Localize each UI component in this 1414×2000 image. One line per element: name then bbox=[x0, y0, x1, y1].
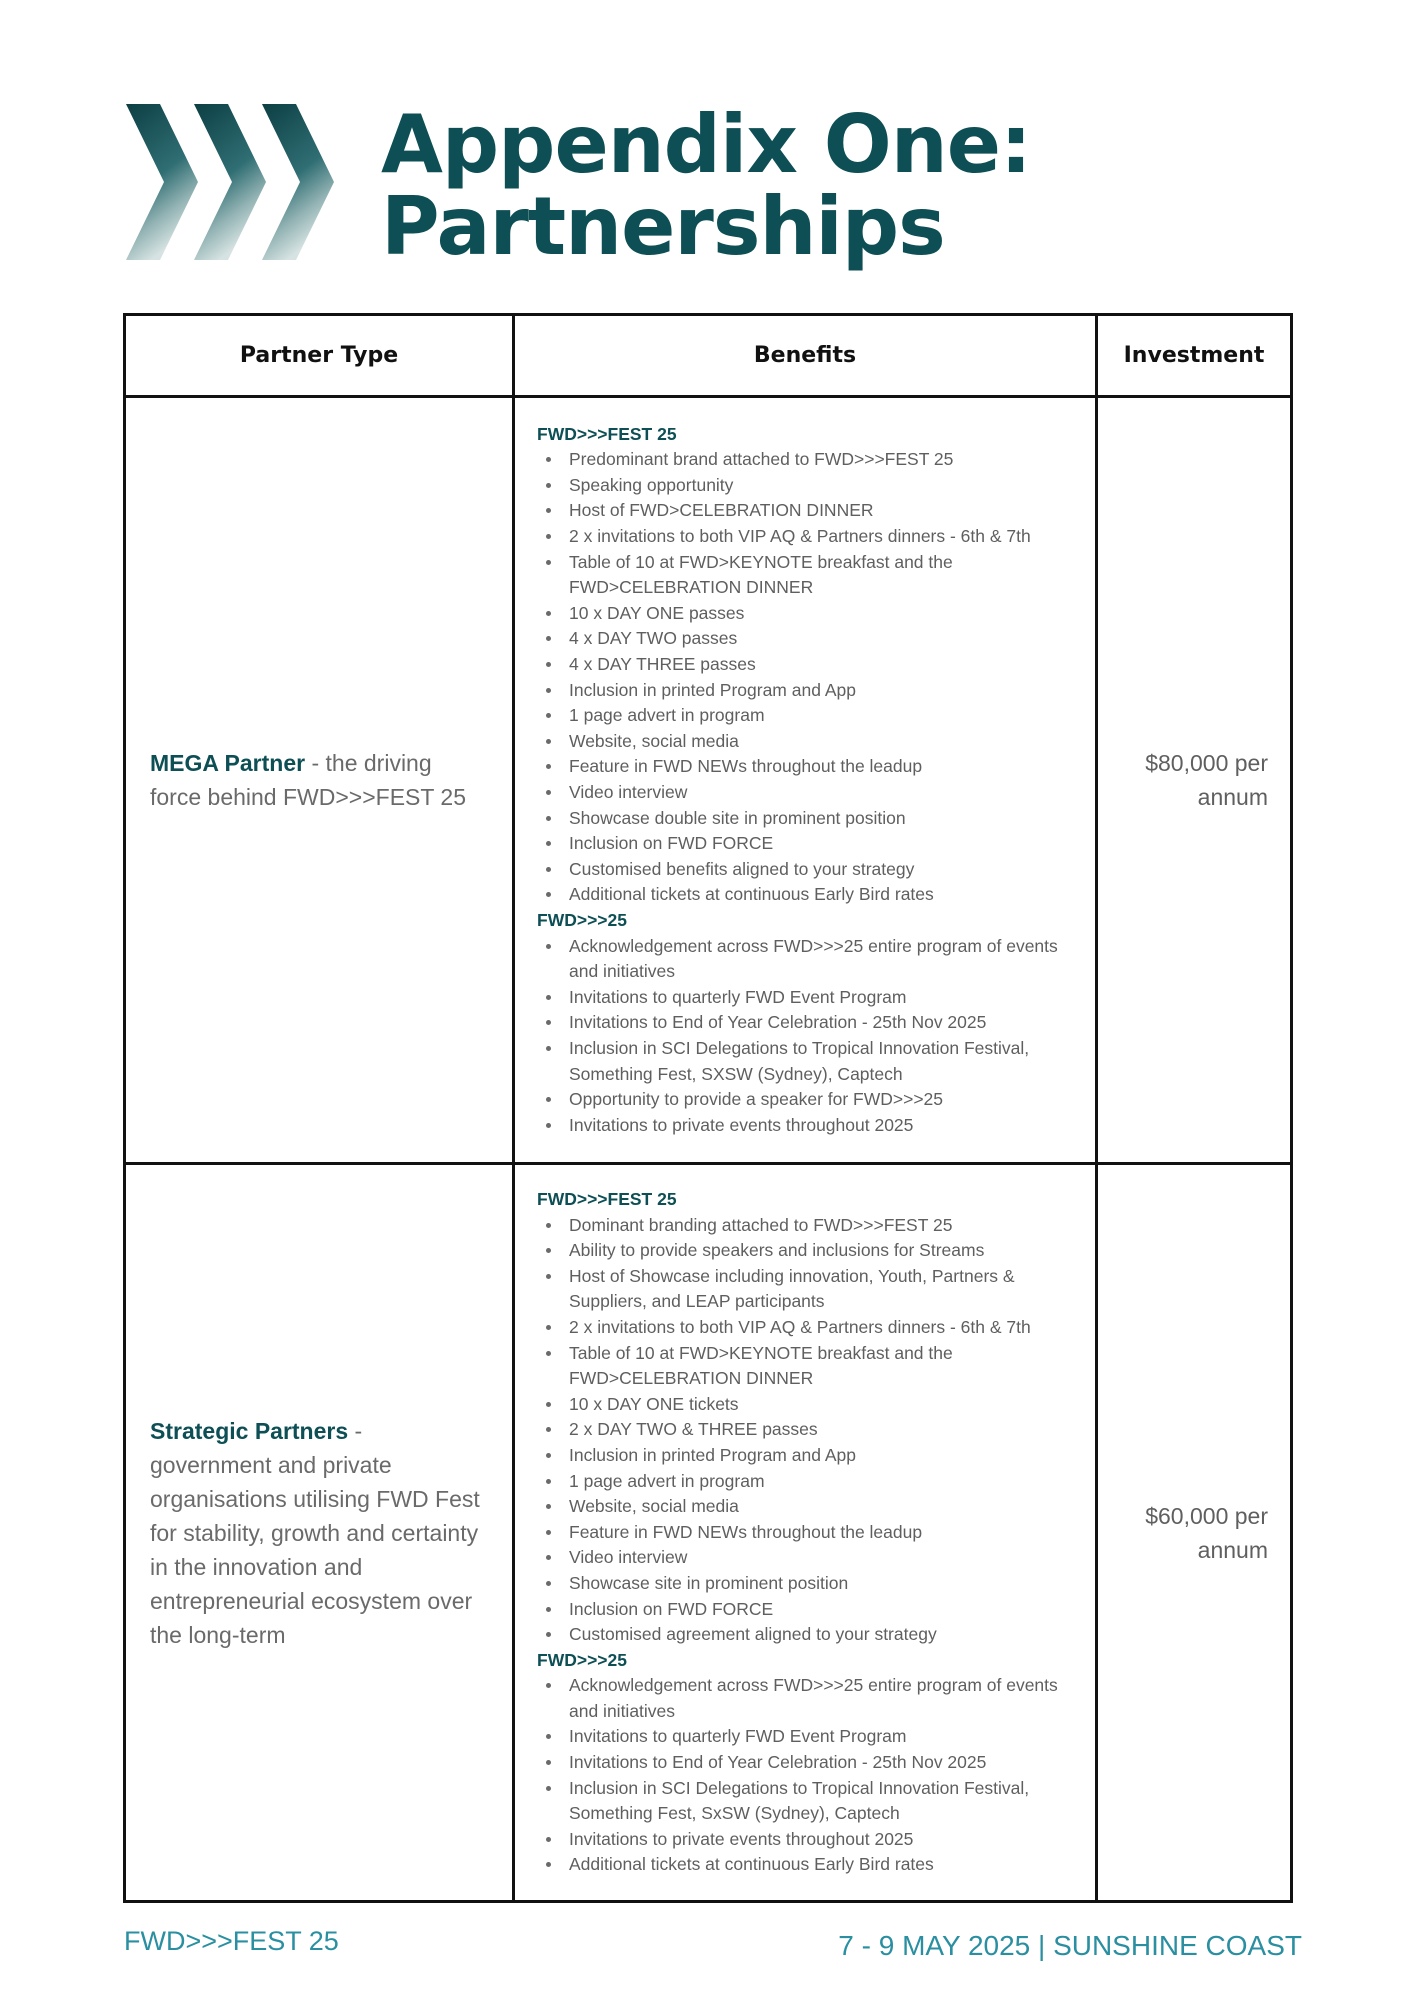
benefits-cell bbox=[514, 397, 1097, 1164]
benefits-section-heading: FWD>>>FEST 25 bbox=[537, 423, 677, 444]
benefit-item: 1 page advert in program bbox=[569, 1469, 1071, 1495]
benefits-list bbox=[537, 447, 1071, 908]
benefit-item: 4 x DAY TWO passes bbox=[569, 626, 1071, 652]
benefit-item: Video interview bbox=[569, 1545, 1071, 1571]
benefit-item: Customised agreement aligned to your strategy bbox=[569, 1622, 1071, 1648]
table-body bbox=[125, 397, 1292, 1902]
partnerships-table bbox=[123, 313, 1293, 1903]
table-header-row bbox=[125, 315, 1292, 397]
page-title-line2: Partnerships bbox=[381, 180, 945, 273]
benefit-item: 2 x invitations to both VIP AQ & Partners dinners - 6th & 7th bbox=[569, 524, 1071, 550]
benefit-item: Showcase double site in prominent position bbox=[569, 806, 1071, 832]
header-investment: Investment bbox=[1097, 315, 1292, 397]
page-title bbox=[381, 98, 1032, 273]
table-row bbox=[125, 397, 1292, 1164]
benefit-item: Ability to provide speakers and inclusions for Streams bbox=[569, 1238, 1071, 1264]
benefits-cell bbox=[514, 1164, 1097, 1902]
benefit-item: Invitations to End of Year Celebration - 25th Nov 2025 bbox=[569, 1010, 1071, 1036]
benefit-item: 4 x DAY THREE passes bbox=[569, 652, 1071, 678]
triple-chevron-logo-icon bbox=[126, 104, 338, 260]
benefit-item: Host of FWD>CELEBRATION DINNER bbox=[569, 498, 1071, 524]
benefits-section-heading: FWD>>>FEST 25 bbox=[537, 1189, 677, 1209]
benefit-item: 10 x DAY ONE passes bbox=[569, 601, 1071, 627]
benefits-section-heading: FWD>>>25 bbox=[537, 1649, 627, 1670]
benefit-item: Invitations to private events throughout 2025 bbox=[569, 1827, 1071, 1853]
benefit-item: Inclusion on FWD FORCE bbox=[569, 831, 1071, 857]
investment-amount: $60,000 per annum bbox=[1097, 1164, 1292, 1902]
benefit-item: Host of Showcase including innovation, Youth, Partners & Suppliers, and LEAP participants bbox=[569, 1264, 1071, 1315]
benefit-item: Table of 10 at FWD>KEYNOTE breakfast and the FWD>CELEBRATION DINNER bbox=[569, 550, 1071, 601]
benefit-item: Dominant branding attached to FWD>>>FEST 25 bbox=[569, 1213, 1071, 1239]
benefit-item: Inclusion in printed Program and App bbox=[569, 1443, 1071, 1469]
partner-type-cell bbox=[125, 1164, 514, 1902]
benefit-item: Additional tickets at continuous Early Bird rates bbox=[569, 1852, 1071, 1878]
benefit-item: Predominant brand attached to FWD>>>FEST 25 bbox=[569, 447, 1071, 473]
partner-type-cell bbox=[125, 397, 514, 1164]
benefit-item: Inclusion in SCI Delegations to Tropical Innovation Festival, Something Fest, SxSW (Sydney), Captech bbox=[569, 1776, 1071, 1827]
benefit-item: 2 x invitations to both VIP AQ & Partners dinners - 6th & 7th bbox=[569, 1315, 1071, 1341]
benefit-item: Inclusion in printed Program and App bbox=[569, 678, 1071, 704]
benefit-item: Invitations to End of Year Celebration - 25th Nov 2025 bbox=[569, 1750, 1071, 1776]
partner-name: Strategic Partners bbox=[150, 1417, 349, 1444]
benefit-item: Feature in FWD NEWs throughout the leadup bbox=[569, 754, 1071, 780]
benefit-item: Additional tickets at continuous Early Bird rates bbox=[569, 882, 1071, 908]
benefit-item: Video interview bbox=[569, 780, 1071, 806]
footer-date-location: 7 - 9 MAY 2025 | SUNSHINE COAST bbox=[838, 1930, 1302, 1961]
partner-description: - the driving force behind FWD>>>FEST 25 bbox=[150, 750, 466, 810]
benefit-item: Opportunity to provide a speaker for FWD>>>25 bbox=[569, 1087, 1071, 1113]
benefits-list bbox=[537, 1673, 1071, 1878]
header-benefits: Benefits bbox=[514, 315, 1097, 397]
benefit-item: 2 x DAY TWO & THREE passes bbox=[569, 1417, 1071, 1443]
benefit-item: Website, social media bbox=[569, 729, 1071, 755]
benefit-item: Website, social media bbox=[569, 1494, 1071, 1520]
benefit-item: Feature in FWD NEWs throughout the leadup bbox=[569, 1520, 1071, 1546]
footer-event-name: FWD>>>FEST 25 bbox=[124, 1926, 339, 1956]
benefit-item: Invitations to private events throughout 2025 bbox=[569, 1113, 1071, 1139]
benefits-list bbox=[537, 934, 1071, 1139]
page-title-line1: Appendix One: bbox=[381, 98, 1032, 191]
benefit-item: Speaking opportunity bbox=[569, 473, 1071, 499]
benefit-item: Acknowledgement across FWD>>>25 entire program of events and initiatives bbox=[569, 1673, 1071, 1724]
benefit-item: Customised benefits aligned to your strategy bbox=[569, 857, 1071, 883]
benefit-item: Inclusion in SCI Delegations to Tropical Innovation Festival, Something Fest, SXSW (Sydney), Captech bbox=[569, 1036, 1071, 1087]
benefit-item: Showcase site in prominent position bbox=[569, 1571, 1071, 1597]
header-partner-type: Partner Type bbox=[125, 315, 514, 397]
benefit-item: 1 page advert in program bbox=[569, 703, 1071, 729]
benefits-section-heading: FWD>>>25 bbox=[537, 909, 627, 930]
benefit-item: Invitations to quarterly FWD Event Program bbox=[569, 985, 1071, 1011]
table-row bbox=[125, 1164, 1292, 1902]
benefits-list bbox=[537, 1213, 1071, 1648]
benefit-item: Inclusion on FWD FORCE bbox=[569, 1597, 1071, 1623]
partner-name: MEGA Partner bbox=[150, 750, 306, 776]
partner-description: - government and private organisations utilising FWD Fest for stability, growth and certainty in the innovation and entrepreneurial ecosystem over the long-term bbox=[150, 1417, 480, 1648]
benefit-item: Acknowledgement across FWD>>>25 entire program of events and initiatives bbox=[569, 934, 1071, 985]
benefit-item: 10 x DAY ONE tickets bbox=[569, 1392, 1071, 1418]
benefit-item: Table of 10 at FWD>KEYNOTE breakfast and the FWD>CELEBRATION DINNER bbox=[569, 1341, 1071, 1392]
benefit-item: Invitations to quarterly FWD Event Program bbox=[569, 1724, 1071, 1750]
investment-amount: $80,000 per annum bbox=[1097, 397, 1292, 1164]
